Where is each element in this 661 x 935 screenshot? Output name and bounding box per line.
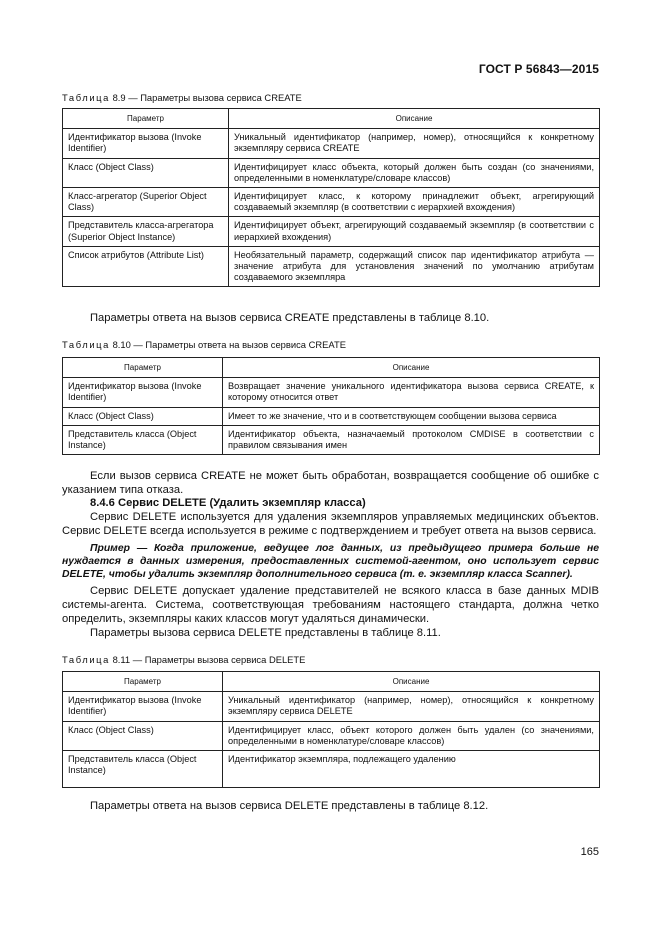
table-header-description: Описание	[223, 672, 600, 692]
table-cell: Класс-агрегатор (Superior Object Class)	[63, 188, 229, 217]
table-cell: Уникальный идентификатор (например, номер), относящийся к конкретному экземпляру сервиса DELETE	[223, 692, 600, 721]
table-cell: Представитель класса (Object Instance)	[63, 751, 223, 788]
table-cell: Идентификатор вызова (Invoke Identifier)	[63, 692, 223, 721]
table-cell: Класс (Object Class)	[63, 158, 229, 187]
table-row	[63, 217, 600, 246]
table-cell: Уникальный идентификатор (например, номер), относящийся к конкретному экземпляру сервиса CREATE	[229, 129, 600, 158]
table-cell: Идентификатор вызова (Invoke Identifier)	[63, 378, 223, 407]
table-cell: Идентифицирует класс, объект которого должен быть удален (со значениями, определенными в номенклатуре/словаре классов)	[223, 721, 600, 750]
table-row	[63, 188, 600, 217]
table-row	[63, 425, 600, 454]
table-8-9-caption: Таблица 8.9 — Параметры вызова сервиса CREATE	[62, 92, 302, 103]
table-cell: Идентификатор экземпляра, подлежащего удалению	[223, 751, 600, 788]
table-header-parameter: Параметр	[63, 109, 229, 129]
paragraph: Сервис DELETE допускает удаление представителей не всякого класса в базе данных MDIB системы-агента. Система, соответствующая требованиям настоящего стандарта, должна четко определить, экземпляры каких классов могут удаляться динамически.	[62, 585, 599, 625]
table-header-description: Описание	[223, 358, 600, 378]
table-8-10	[62, 357, 600, 455]
table-cell: Идентифицирует класс, к которому принадлежит объект, агрегирующий создаваемый экземпляр (в соответствии с иерархией вхождения)	[229, 188, 600, 217]
page-number: 165	[580, 846, 599, 858]
table-row	[63, 246, 600, 287]
table-8-11-caption: Таблица 8.11 — Параметры вызова сервиса DELETE	[62, 654, 306, 665]
standard-header: ГОСТ Р 56843—2015	[478, 62, 599, 76]
table-cell: Представитель класса (Object Instance)	[63, 425, 223, 454]
table-row	[63, 407, 600, 425]
table-row	[63, 158, 600, 187]
paragraph: Если вызов сервиса CREATE не может быть обработан, возвращается сообщение об ошибке с указанием типа отказа.	[62, 470, 599, 496]
paragraph: Параметры вызова сервиса DELETE представлены в таблице 8.11.	[90, 627, 441, 639]
table-cell: Имеет то же значение, что и в соответствующем сообщении вызова сервиса	[223, 407, 600, 425]
table-cell: Возвращает значение уникального идентификатора вызова сервиса CREATE, к которому относится ответ	[223, 378, 600, 407]
section-title: 8.4.6 Сервис DELETE (Удалить экземпляр класса)	[90, 497, 366, 509]
table-cell: Необязательный параметр, содержащий список пар идентификатор атрибута — значение атрибута для установления значений по умолчанию атрибутам создаваемого экземпляра	[229, 246, 600, 287]
table-cell: Идентификатор объекта, назначаемый протоколом CMDISE в соответствии с правилом связывания имен	[223, 425, 600, 454]
paragraph: Сервис DELETE используется для удаления экземпляров управляемых медицинских объектов. Сервис DELETE всегда используется в режиме с подтверждением и требует ответа на вызов сервиса.	[62, 511, 599, 537]
table-row	[63, 721, 600, 750]
table-row	[63, 378, 600, 407]
table-header-parameter: Параметр	[63, 672, 223, 692]
table-row	[63, 692, 600, 721]
example-note: Пример — Когда приложение, ведущее лог данных, из предыдущего примера больше не нуждается в данных измерения, предоставленных системой-агентом, оно использует сервис DELETE, чтобы удалить экземпляр дополнительного сервиса (т. е. экземпляр класса Scanner).	[62, 543, 599, 580]
paragraph: Параметры ответа на вызов сервиса CREATE представлены в таблице 8.10.	[90, 312, 490, 324]
table-cell: Представитель класса-агрегатора (Superior Object Instance)	[63, 217, 229, 246]
table-cell: Идентифицирует объект, агрегирующий создаваемый экземпляр (в соответствии с иерархией вхождения)	[229, 217, 600, 246]
table-cell: Список атрибутов (Attribute List)	[63, 246, 229, 287]
table-8-10-caption: Таблица 8.10 — Параметры ответа на вызов сервиса CREATE	[62, 339, 346, 350]
table-row	[63, 129, 600, 158]
table-header-description: Описание	[229, 109, 600, 129]
table-8-11	[62, 671, 600, 788]
table-8-9	[62, 108, 600, 287]
paragraph: Параметры ответа на вызов сервиса DELETE представлены в таблице 8.12.	[90, 800, 489, 812]
table-cell: Идентифицирует класс объекта, который должен быть создан (со значениями, определенными в номенклатуре/словаре классов)	[229, 158, 600, 187]
table-header-parameter: Параметр	[63, 358, 223, 378]
table-row	[63, 751, 600, 788]
table-cell: Класс (Object Class)	[63, 721, 223, 750]
table-cell: Идентификатор вызова (Invoke Identifier)	[63, 129, 229, 158]
table-cell: Класс (Object Class)	[63, 407, 223, 425]
